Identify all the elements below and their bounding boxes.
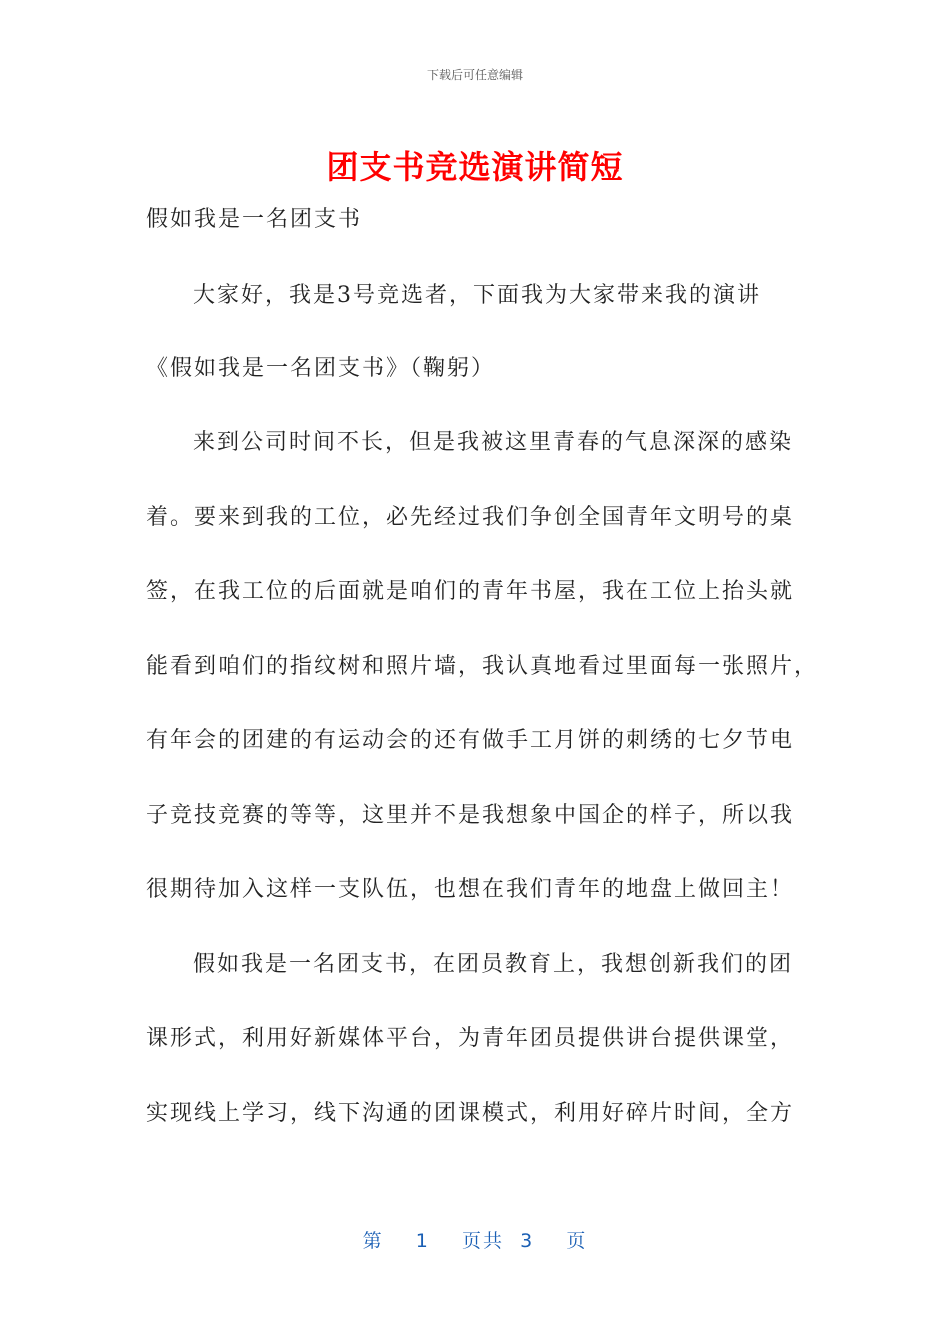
footer-total-pages: 3 — [520, 1230, 535, 1252]
footer-prefix: 第 — [362, 1230, 384, 1252]
paragraph-line: 着。要来到我的工位，必先经过我们争创全国青年文明号的桌 — [146, 505, 795, 530]
page-footer — [0, 1226, 950, 1253]
paragraph-line: 大家好，我是3号竞选者，下面我为大家带来我的演讲 — [193, 283, 761, 308]
paragraph-line: 很期待加入这样一支队伍，也想在我们青年的地盘上做回主！ — [146, 877, 795, 902]
paragraph-line: 《假如我是一名团支书》（鞠躬） — [146, 356, 496, 381]
paragraph-line: 来到公司时间不长，但是我被这里青春的气息深深的感染 — [193, 430, 794, 455]
paragraph-line: 能看到咱们的指纹树和照片墙，我认真地看过里面每一张照片， — [146, 654, 819, 679]
paragraph-line: 课形式，利用好新媒体平台，为青年团员提供讲台提供课堂， — [146, 1026, 795, 1051]
document-title: 团支书竞选演讲简短 — [326, 148, 624, 186]
paragraph-line: 假如我是一名团支书 — [146, 207, 363, 232]
paragraph-line: 实现线上学习，线下沟通的团课模式，利用好碎片时间，全方 — [146, 1101, 795, 1126]
paragraph-line: 有年会的团建的有运动会的还有做手工月饼的刺绣的七夕节电 — [146, 728, 795, 753]
footer-middle: 页共 — [462, 1230, 505, 1252]
paragraph-line: 子竞技竞赛的等等，这里并不是我想象中国企的样子，所以我 — [146, 803, 795, 828]
paragraph-line: 假如我是一名团支书，在团员教育上，我想创新我们的团 — [193, 952, 794, 977]
footer-page-number: 1 — [415, 1230, 430, 1252]
paragraph-line: 签，在我工位的后面就是咱们的青年书屋，我在工位上抬头就 — [146, 579, 795, 604]
footer-suffix: 页 — [566, 1230, 588, 1252]
header-note: 下载后可任意编辑 — [426, 68, 523, 82]
